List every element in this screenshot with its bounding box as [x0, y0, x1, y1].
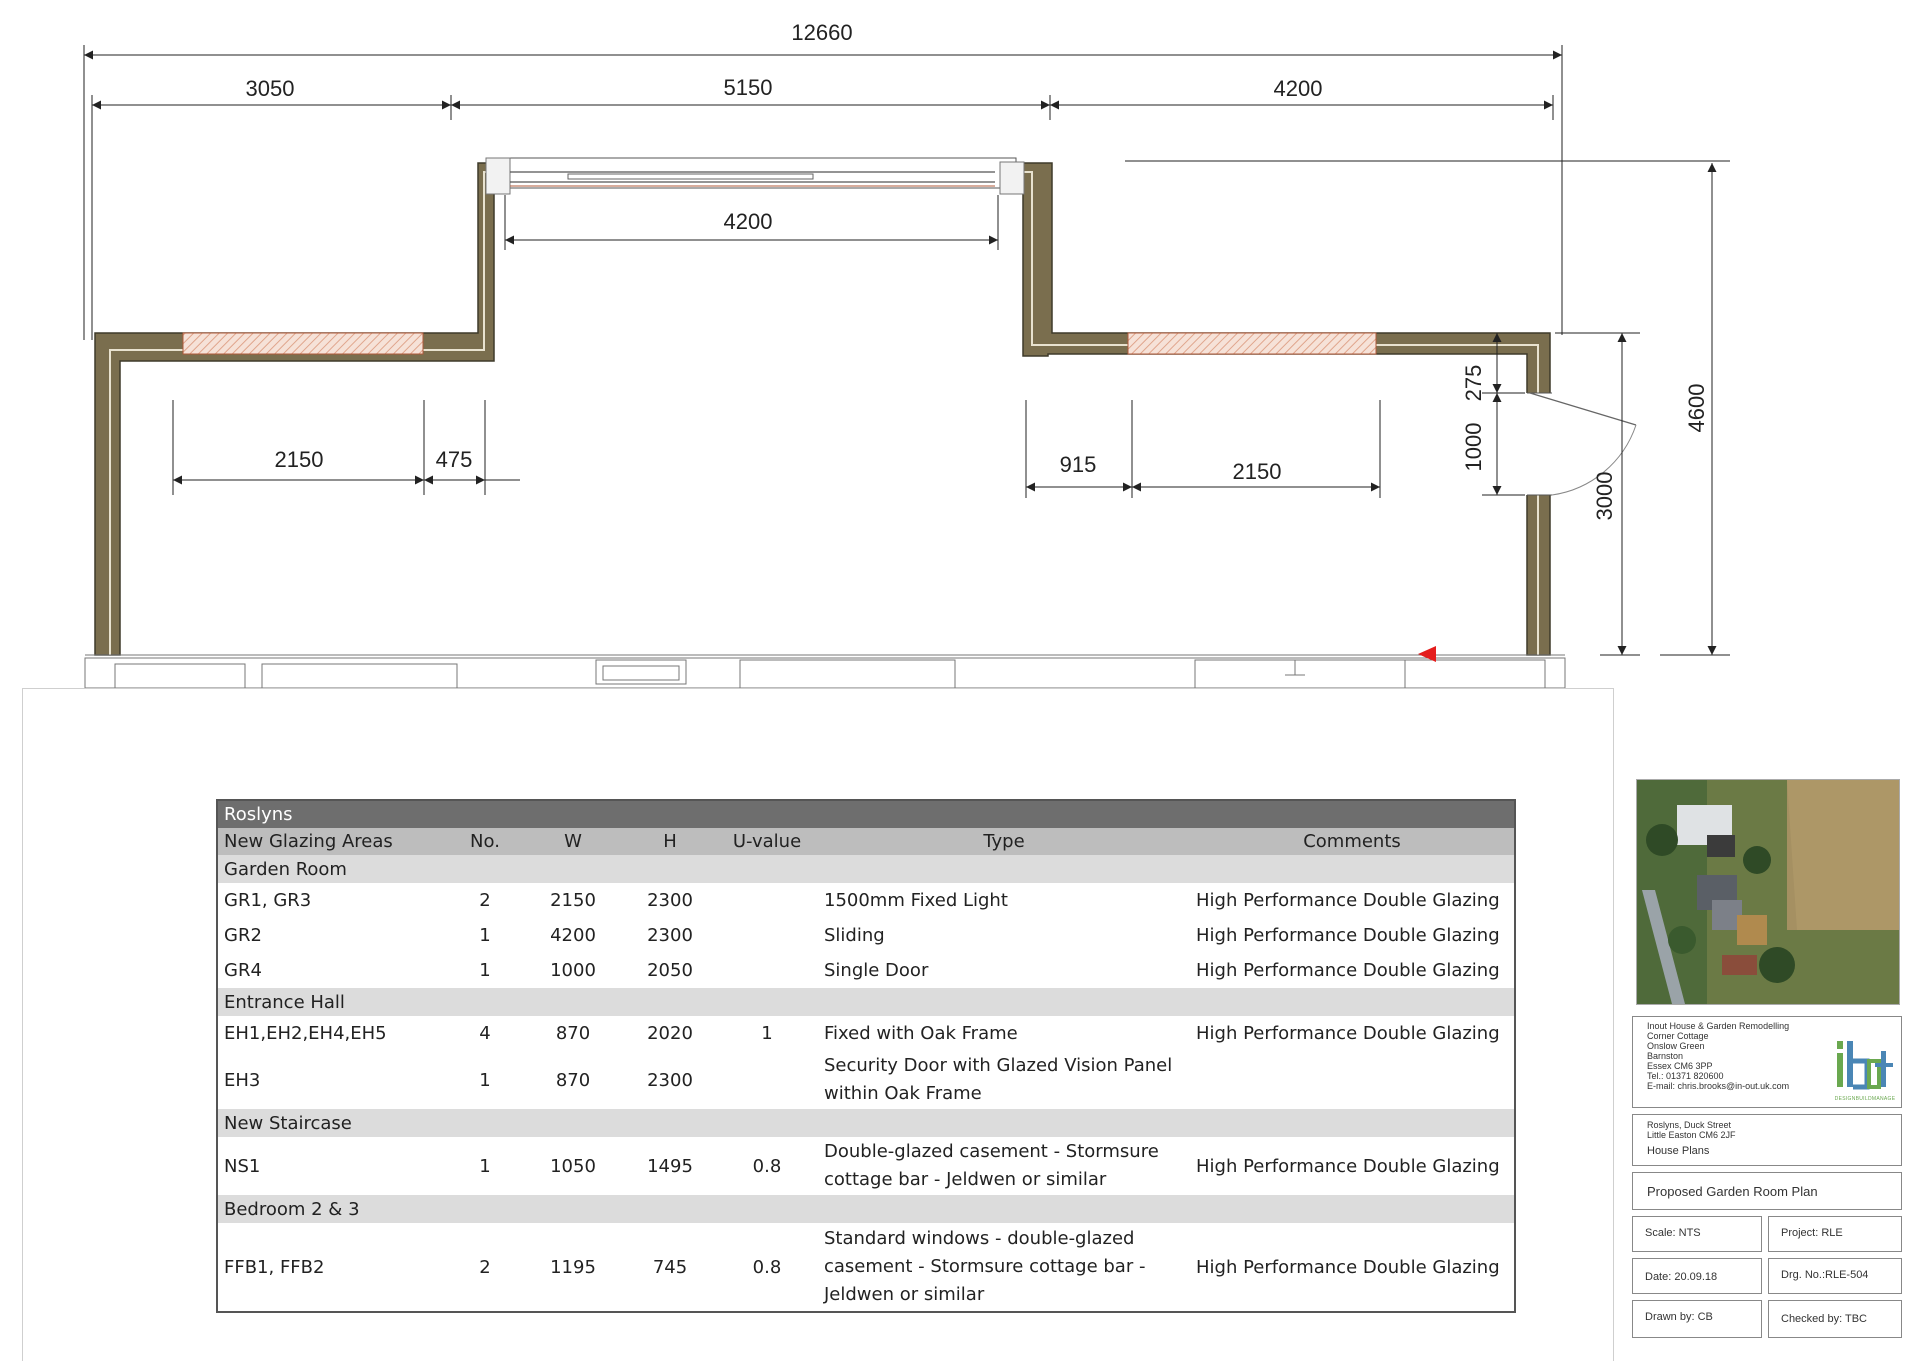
cell-u: [716, 1051, 818, 1109]
cell-comments: High Performance Double Glazing: [1196, 890, 1500, 911]
cell-no: 2: [479, 1256, 491, 1278]
cell-no: 1: [479, 960, 491, 981]
cell-comments: High Performance Double Glazing: [1196, 960, 1500, 981]
header-comments: Comments: [1190, 828, 1515, 855]
cell-no: 1: [479, 925, 491, 946]
drawn-by-text: Drawn by: CB: [1645, 1311, 1713, 1323]
section-row: [217, 1109, 1515, 1137]
cell-type: Security Door with Glazed Vision Panel within Oak Frame: [824, 1055, 1173, 1104]
cell-type: Fixed with Oak Frame: [824, 1023, 1018, 1044]
cell-ref: NS1: [224, 1155, 261, 1177]
company-line: Essex CM6 3PP: [1647, 1061, 1713, 1071]
company-line: Corner Cottage: [1647, 1031, 1709, 1041]
cell-w: 2150: [550, 890, 596, 911]
section-title: Entrance Hall: [217, 988, 1515, 1016]
section-title: Bedroom 2 & 3: [217, 1195, 1515, 1223]
cell-w: 870: [555, 1023, 591, 1044]
table-row: [217, 1223, 1515, 1312]
company-logo: [1833, 1031, 1897, 1101]
company-line: Tel.: 01371 820600: [1647, 1071, 1724, 1081]
section-row: [217, 855, 1515, 883]
section-title: New Staircase: [217, 1109, 1515, 1137]
address-line: Roslyns, Duck Street: [1647, 1120, 1732, 1130]
dimension-labels: [246, 20, 1709, 520]
dim-seg-left: 3050: [245, 76, 295, 101]
cell-h: 2300: [647, 925, 693, 946]
drawing-title: Proposed Garden Room Plan: [1647, 1184, 1818, 1199]
cell-no: 1: [479, 1069, 491, 1091]
cell-h: 2300: [647, 890, 693, 911]
drawing-title-block: [1632, 1172, 1902, 1210]
cell-ref: EH3: [224, 1069, 261, 1091]
drawing-number-cell: [1768, 1258, 1902, 1294]
table-row: [217, 918, 1515, 953]
wall-lining: [110, 172, 1538, 655]
cell-h: 2050: [647, 960, 693, 981]
aerial-photo: [1636, 779, 1900, 1005]
dim-left-window: 2150: [274, 447, 324, 472]
cell-ref: GR4: [224, 960, 262, 981]
cell-h: 745: [652, 1256, 688, 1278]
schedule-header-row: [217, 828, 1515, 855]
header-w: W: [522, 828, 624, 855]
door-gr4: [1524, 393, 1636, 495]
cell-comments: [1190, 1051, 1515, 1109]
cell-comments: High Performance Double Glazing: [1196, 1256, 1500, 1278]
project-text: Project: RLE: [1781, 1227, 1843, 1239]
table-row: [217, 1137, 1515, 1195]
logo-tagline: DESIGNBUILDMANAGE: [1834, 1096, 1896, 1102]
section-title: Garden Room: [217, 855, 1515, 883]
dim-side-depth: 3000: [1592, 471, 1617, 521]
dim-seg-right: 4200: [1273, 76, 1323, 101]
cell-u: [716, 918, 818, 953]
cell-u: [716, 953, 818, 988]
cell-u: 0.8: [752, 1256, 782, 1278]
dim-door-offset: 275: [1461, 364, 1486, 402]
cell-u: 1: [761, 1023, 773, 1044]
cell-type: Double-glazed casement - Stormsure cottage bar - Jeldwen or similar: [824, 1141, 1159, 1190]
checked-by-cell: [1768, 1300, 1902, 1338]
cell-w: 870: [555, 1069, 591, 1091]
table-row: [217, 1051, 1515, 1109]
cell-ref: GR2: [224, 925, 262, 946]
project-cell: [1768, 1216, 1902, 1252]
window-gr1: [183, 333, 423, 354]
dim-opening-top: 4200: [723, 209, 773, 234]
cell-h: 1495: [647, 1155, 693, 1177]
walls: [85, 158, 1636, 688]
existing-house-edge: [85, 655, 1565, 688]
company-line: Inout House & Garden Remodelling: [1647, 1021, 1790, 1031]
dim-total-depth: 4600: [1684, 383, 1709, 433]
cell-comments: High Performance Double Glazing: [1196, 1155, 1500, 1177]
company-line: Onslow Green: [1647, 1041, 1705, 1051]
company-block: [1632, 1016, 1902, 1108]
window-gr3: [1128, 333, 1376, 354]
cell-w: 1050: [550, 1155, 596, 1177]
section-row: [217, 1195, 1515, 1223]
sliding-door-gr2: [486, 158, 1024, 194]
table-row: [217, 1016, 1515, 1051]
drawing-number-text: Drg. No.:RLE-504: [1781, 1269, 1869, 1281]
address-line: Little Easton CM6 2JF: [1647, 1130, 1736, 1140]
cell-comments: High Performance Double Glazing: [1196, 925, 1500, 946]
cell-w: 4200: [550, 925, 596, 946]
company-line: E-mail: chris.brooks@in-out.uk.com: [1647, 1081, 1790, 1091]
dim-left-pier: 475: [435, 447, 473, 472]
cell-comments: High Performance Double Glazing: [1196, 1023, 1500, 1044]
table-row: [217, 953, 1515, 988]
cell-no: 1: [479, 1155, 491, 1177]
dim-door-width: 1000: [1461, 422, 1486, 472]
cell-ref: GR1, GR3: [224, 890, 312, 911]
address-title: House Plans: [1647, 1145, 1710, 1157]
header-h: H: [624, 828, 716, 855]
cell-ref: FFB1, FFB2: [224, 1256, 325, 1278]
cell-u: [716, 883, 818, 918]
cell-type: Sliding: [824, 925, 885, 946]
dim-seg-mid: 5150: [723, 75, 773, 100]
drawn-by-cell: [1632, 1300, 1762, 1338]
dim-right-pier: 915: [1059, 452, 1097, 477]
cell-h: 2300: [647, 1069, 693, 1091]
wall-outline: [95, 163, 1550, 655]
header-type: Type: [818, 828, 1190, 855]
cell-u: 0.8: [752, 1155, 782, 1177]
schedule-project: Roslyns: [217, 800, 1515, 828]
address-block: [1632, 1114, 1902, 1166]
schedule-title-row: [217, 800, 1515, 828]
cell-type: 1500mm Fixed Light: [824, 890, 1008, 911]
cell-no: 4: [479, 1023, 491, 1044]
header-area: New Glazing Areas: [217, 828, 448, 855]
cell-w: 1000: [550, 960, 596, 981]
scale-text: Scale: NTS: [1645, 1227, 1701, 1239]
cell-ref: EH1,EH2,EH4,EH5: [224, 1023, 387, 1044]
cell-type: Standard windows - double-glazed casement - Stormsure cottage bar - Jeldwen or similar: [824, 1228, 1146, 1305]
cell-h: 2020: [647, 1023, 693, 1044]
glazing-schedule: [216, 799, 1516, 1313]
dim-right-window: 2150: [1232, 459, 1282, 484]
header-u-value: U-value: [716, 828, 818, 855]
cell-no: 2: [479, 890, 491, 911]
section-row: [217, 988, 1515, 1016]
cell-w: 1195: [550, 1256, 596, 1278]
table-row: [217, 883, 1515, 918]
cell-type: Single Door: [824, 960, 929, 981]
scale-cell: [1632, 1216, 1762, 1252]
checked-by-text: Checked by: TBC: [1781, 1313, 1868, 1325]
dim-overall: 12660: [791, 20, 853, 45]
date-cell: [1632, 1258, 1762, 1294]
date-text: Date: 20.09.18: [1645, 1271, 1718, 1283]
header-no: No.: [448, 828, 522, 855]
company-line: Barnston: [1647, 1051, 1684, 1061]
